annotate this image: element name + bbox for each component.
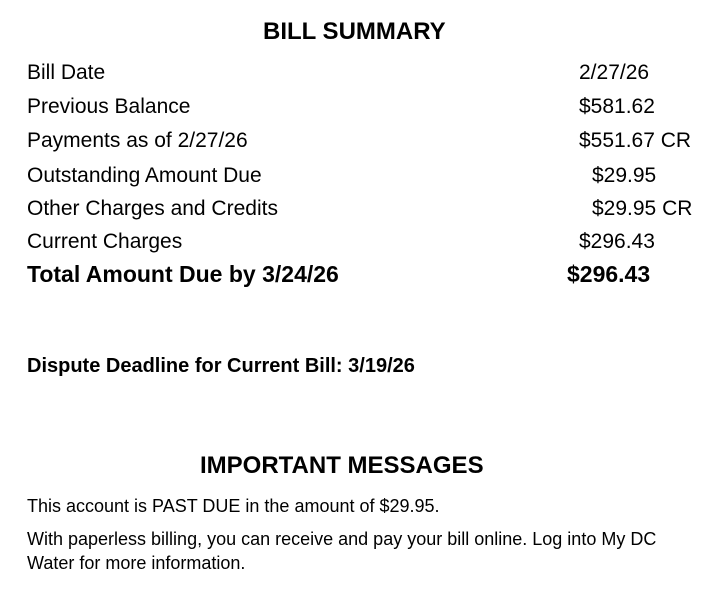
summary-row-label: Outstanding Amount Due [27, 164, 262, 187]
summary-row-amount: $29.95 [592, 164, 657, 187]
summary-row-amount: 2/27/26 [579, 61, 650, 84]
summary-row-total-due [0, 259, 716, 289]
dispute-deadline: Dispute Deadline for Current Bill: 3/19/26 [27, 355, 415, 377]
summary-row-current-charges [0, 227, 716, 257]
bill-summary-title: BILL SUMMARY [263, 18, 446, 45]
summary-row-label: Bill Date [27, 61, 106, 84]
summary-row-payments [0, 126, 716, 156]
message-paperless-billing: With paperless billing, you can receive and pay your bill online. Log into My DC Water for more information. [27, 529, 657, 573]
summary-row-outstanding [0, 161, 716, 191]
summary-row-amount: $296.43 [579, 230, 655, 253]
summary-row-amount: $551.67 CR [579, 129, 692, 152]
message-past-due: This account is PAST DUE in the amount of $29.95. [27, 496, 440, 516]
summary-row-label: Previous Balance [27, 95, 191, 118]
summary-row-label: Other Charges and Credits [27, 197, 278, 220]
summary-row-other-charges [0, 194, 716, 224]
summary-row-label: Current Charges [27, 230, 183, 253]
total-due-label: Total Amount Due by 3/24/26 [27, 261, 339, 287]
summary-row-previous-balance [0, 92, 716, 122]
summary-row-amount: $29.95 CR [592, 197, 693, 220]
important-messages-title: IMPORTANT MESSAGES [200, 452, 484, 479]
summary-row-bill-date [0, 58, 716, 88]
summary-row-label: Payments as of 2/27/26 [27, 129, 248, 152]
total-due-amount: $296.43 [567, 261, 651, 287]
summary-row-amount: $581.62 [579, 95, 655, 118]
